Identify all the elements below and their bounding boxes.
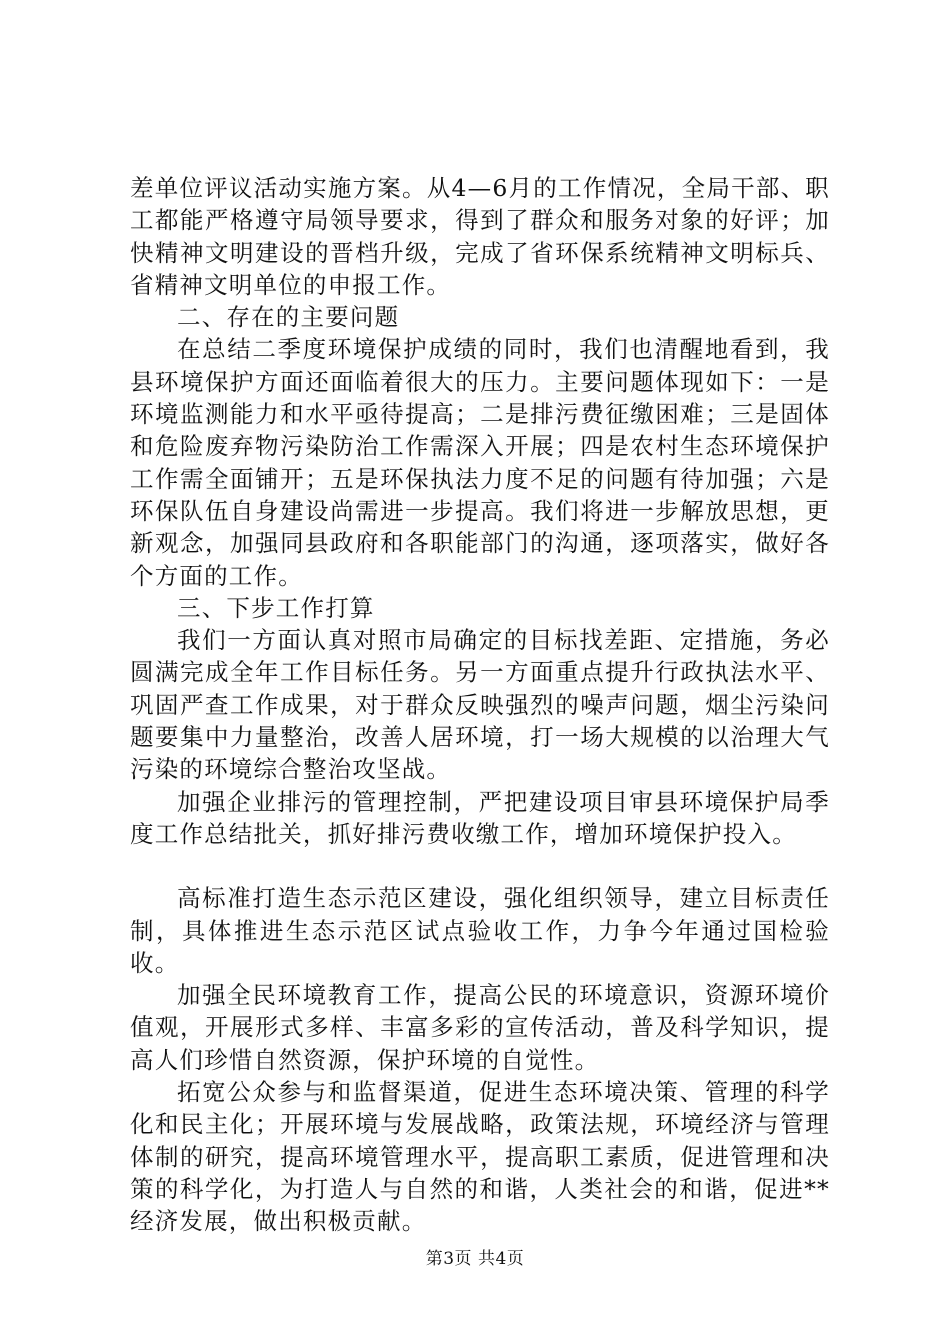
paragraph-problems: 在总结二季度环境保护成绩的同时，我们也清醒地看到，我县环境保护方面还面临着很大的压力。主要问题体现如下：一是环境监测能力和水平亟待提高；二是排污费征缴困难；三是固体和危险废弃物污染防治工作需深入开展；四是农村生态环境保护工作需全面铺开；五是环保执法力度不足的问题有待加强；六是环保队伍自身建设尚需进一步提高。我们将进一步解放思想，更新观念，加强同县政府和各职能部门的沟通，逐项落实，做好各个方面的工作。 xyxy=(130,335,830,590)
paragraph-eco-demo-zone: 高标准打造生态示范区建设，强化组织领导，建立目标责任制，具体推进生态示范区试点验收工作，力争今年通过国检验收。 xyxy=(130,884,830,977)
page-number-footer: 第3页 共4页 xyxy=(425,1249,525,1269)
paragraph-education: 加强全民环境教育工作，提高公民的环境意识，资源环境价值观，开展形式多样、丰富多彩的宣传活动，普及科学知识，提高人们珍惜自然资源，保护环境的自觉性。 xyxy=(130,981,830,1074)
paragraph-public-participation: 拓宽公众参与和监督渠道，促进生态环境决策、管理的科学化和民主化；开展环境与发展战略，政策法规，环境经济与管理体制的研究，提高环境管理水平，提高职工素质，促进管理和决策的科学化，为打造人与自然的和谐，人类社会的和谐，促进**经济发展，做出积极贡献。 xyxy=(130,1078,830,1236)
section-heading-problems: 二、存在的主要问题 xyxy=(177,303,400,332)
document-body xyxy=(130,172,830,1238)
paragraph-pollution-control: 加强企业排污的管理控制，严把建设项目审县环境保护局季度工作总结批关，抓好排污费收缴工作，增加环境保护投入。 xyxy=(130,787,830,848)
paragraph-targets: 我们一方面认真对照市局确定的目标找差距、定措施，务必圆满完成全年工作目标任务。另一方面重点提升行政执法水平、巩固严查工作成果，对于群众反映强烈的噪声问题，烟尘污染问题要集中力量整治，改善人居环境，打一场大规模的以治理大气污染的环境综合整治攻坚战。 xyxy=(130,626,830,784)
section-heading-next-steps: 三、下步工作打算 xyxy=(177,593,375,622)
paragraph-continuation: 差单位评议活动实施方案。从4—6月的工作情况，全局干部、职工都能严格遵守局领导要求，得到了群众和服务对象的好评；加快精神文明建设的晋档升级，完成了省环保系统精神文明标兵、省精神文明单位的申报工作。 xyxy=(130,174,830,299)
